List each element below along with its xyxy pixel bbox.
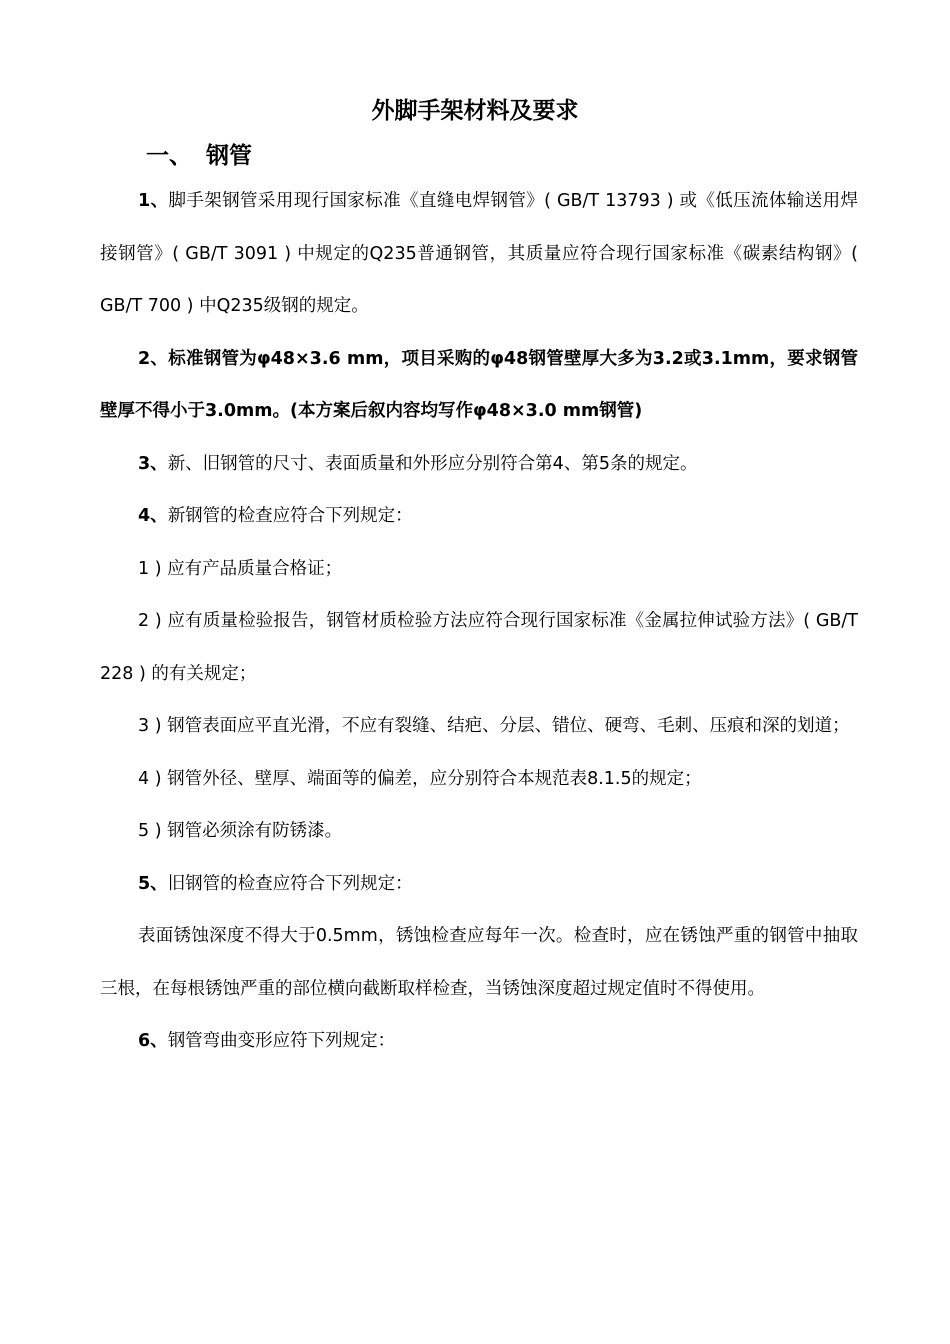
item-number: 3、 — [138, 453, 168, 474]
document-body — [100, 175, 858, 1068]
item-number: 6、 — [138, 1031, 168, 1051]
sub-item-1 — [100, 543, 858, 596]
sub-item-5 — [100, 805, 858, 858]
item-text: 钢管弯曲变形应符下列规定： — [167, 1031, 396, 1051]
item-text: 脚手架钢管采用现行国家标准《直缝电焊钢管》( GB/T 13793 ) 或《低压流体输送用焊接钢管》( GB/T 3091 ) 中规定的Q235普通钢管，其质量应符合现行国家标准《碳素结构钢》( GB/T 700 ) 中Q235级钢的规定。 — [100, 191, 858, 316]
document-title: 外脚手架材料及要求 — [371, 98, 579, 124]
sub-item-4 — [100, 753, 858, 806]
item-text: 新钢管的检查应符合下列规定： — [167, 506, 413, 526]
item-text: 表面锈蚀深度不得大于0.5mm，锈蚀检查应每年一次。检查时，应在锈蚀严重的钢管中抽取三根，在每根锈蚀严重的部位横向截断取样检查，当锈蚀深度超过规定值时不得使用。 — [100, 926, 858, 999]
paragraph-item-1 — [100, 175, 858, 333]
paragraph-item-2 — [100, 333, 858, 438]
item-number: 4、 — [138, 506, 168, 526]
paragraph-item-5 — [100, 858, 858, 911]
section-heading — [146, 140, 252, 172]
paragraph-rust-check — [100, 910, 858, 1015]
paragraph-item-4 — [100, 490, 858, 543]
item-text: 5 ) 钢管必须涂有防锈漆。 — [138, 821, 343, 841]
item-text: 1 ) 应有产品质量合格证； — [138, 558, 343, 579]
item-number: 5、 — [138, 873, 168, 894]
paragraph-item-3 — [100, 438, 858, 491]
item-number: 2、 — [138, 348, 169, 369]
sub-item-3 — [100, 700, 858, 753]
sub-item-2 — [100, 595, 858, 700]
item-text: 旧钢管的检查应符合下列规定： — [167, 873, 413, 894]
item-text: 3 ) 钢管表面应平直光滑，不应有裂缝、结疤、分层、错位、硬弯、毛刺、压痕和深的划道； — [138, 716, 850, 736]
section-number: 一、 — [146, 143, 192, 169]
item-text: 标准钢管为φ48×3.6 mm，项目采购的φ48钢管壁厚大多为3.2或3.1mm，要求钢管壁厚不得小于3.0mm。(本方案后叙内容均写作φ48×3.0 mm钢管) — [100, 348, 858, 421]
item-text: 4 ) 钢管外径、壁厚、端面等的偏差，应分别符合本规范表8.1.5的规定； — [138, 768, 702, 789]
section-title: 钢管 — [206, 143, 252, 169]
item-text: 新、旧钢管的尺寸、表面质量和外形应分别符合第4、第5条的规定。 — [167, 453, 698, 474]
item-number: 1、 — [138, 191, 169, 211]
paragraph-item-6 — [100, 1015, 858, 1068]
item-text: 2 ) 应有质量检验报告，钢管材质检验方法应符合现行国家标准《金属拉伸试验方法》( GB/T 228 ) 的有关规定； — [100, 611, 858, 684]
